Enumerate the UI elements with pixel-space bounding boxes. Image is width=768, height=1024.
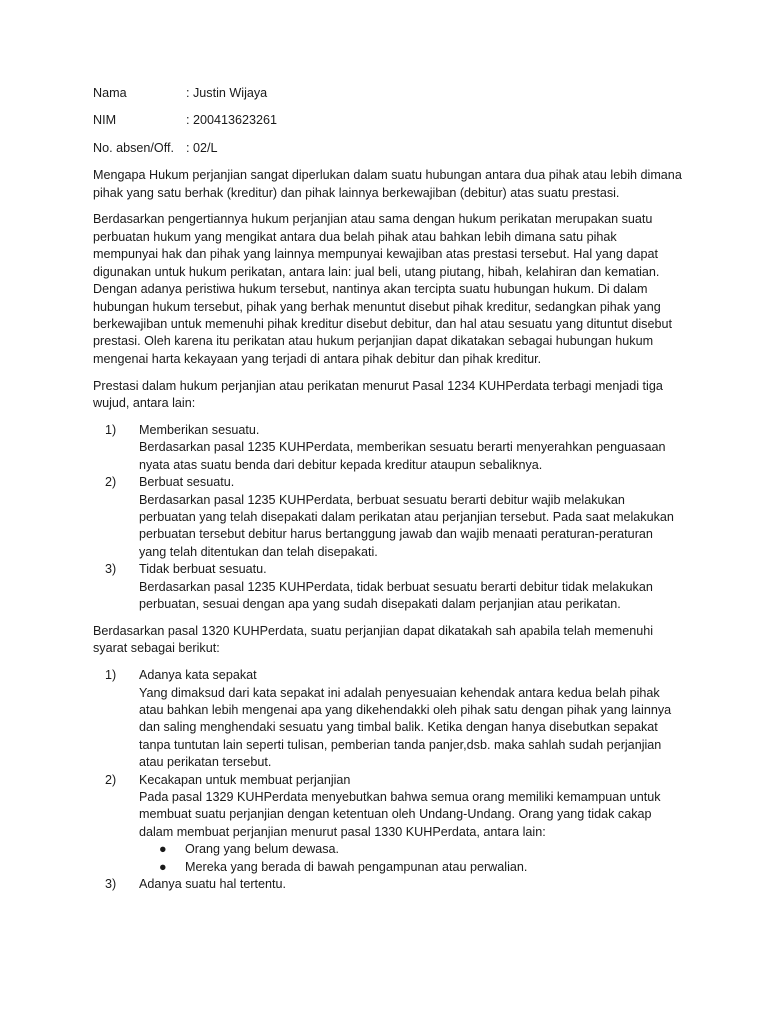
list-item [93, 561, 683, 613]
bullet-item [139, 841, 683, 858]
paragraph-definition: Berdasarkan pengertiannya hukum perjanjian atau sama dengan hukum perikatan merupakan suatu perbuatan hukum yang mengikat antara dua belah pihak atau bahkan lebih dimana satu pihak mempunyai hak dan pihak yang lainnya mempunyai kewajiban atas prestasi tersebut. Hal yang dapat digunakan untuk hukum perikatan, antara lain: jual beli, utang piutang, hibah, kelahiran dan kematian. Dengan adanya peristiwa hukum tersebut, nantinya akan tercipta suatu hubungan hukum. Di dalam hubungan hukum tersebut, pihak yang berhak menuntut disebut pihak kreditur, sedangkan pihak yang berkewajiban untuk memenuhi pihak kreditur disebut debitur, dan hal atau sesuatu yang dituntut disebut prestasi. Oleh karena itu perikatan atau hukum perjanjian dapat dikatakan sebagai hubungan hukum mengenai harta kekayaan yang terjadi di antara pihak debitur dan pihak kreditur. [93, 212, 672, 366]
list-number: 2) [105, 475, 117, 490]
list-number: 1) [105, 668, 117, 683]
paragraph-prestasi: Prestasi dalam hukum perjanjian atau perikatan menurut Pasal 1234 KUHPerdata terbagi menjadi tiga wujud, antara lain: [93, 378, 663, 411]
list-item [93, 876, 683, 893]
document-page [93, 85, 683, 903]
list-item-title: Adanya kata sepakat [139, 668, 257, 683]
prestasi-list [93, 422, 683, 613]
name-value: : Justin Wijaya [186, 86, 268, 100]
list-item [93, 667, 683, 771]
list-number: 2) [105, 772, 117, 787]
paragraph-syarat: Berdasarkan pasal 1320 KUHPerdata, suatu perjanjian dapat dikatakah sah apabila telah memenuhi syarat sebagai berikut: [93, 623, 654, 656]
bullet-item [139, 859, 683, 876]
list-number: 3) [105, 877, 117, 892]
absen-label: No. absen/Off. [93, 140, 174, 155]
name-label: Nama [93, 86, 127, 100]
list-item-title: Kecakapan untuk membuat perjanjian [139, 772, 351, 787]
list-item-desc: Berdasarkan pasal 1235 KUHPerdata, tidak berbuat sesuatu berarti debitur tidak melakukan perbuatan, sesuai dengan apa yang sudah disepakati dalam perjanjian atau perikatan. [139, 579, 653, 612]
bullet-icon: ● [159, 842, 167, 857]
absen-value: : 02/L [186, 140, 218, 155]
list-item-title: Berbuat sesuatu. [139, 475, 235, 490]
list-number: 3) [105, 562, 117, 577]
list-item [93, 422, 683, 474]
nim-label: NIM [93, 113, 117, 128]
list-item [93, 474, 683, 561]
nim-value: : 200413623261 [186, 113, 278, 128]
bullet-text: Orang yang belum dewasa. [185, 842, 340, 857]
name-row [93, 85, 683, 102]
list-item-desc: Yang dimaksud dari kata sepakat ini adalah penyesuaian kehendak antara kedua belah pihak atau bahkan lebih mengenai apa yang dikehendakki oleh pihak satu dengan pihak yang lainnya dan saling menghendaki sesuatu yang timbal balik. Ketika dengan hanya disebutkan sepakat tanpa tuntutan lain seperti tulisan, pemberian tanda panjer,dsb. maka sahlah sudah perjanjian atau perikatan tersebut. [139, 685, 672, 770]
list-item-title: Adanya suatu hal tertentu. [139, 877, 287, 892]
list-item [93, 772, 683, 876]
syarat-list [93, 667, 683, 893]
bullet-icon: ● [159, 859, 167, 874]
bullet-text: Mereka yang berada di bawah pengampunan atau perwalian. [185, 859, 528, 874]
list-item-desc: Berdasarkan pasal 1235 KUHPerdata, memberikan sesuatu berarti menyerahkan penguasaan nyata atas suatu benda dari debitur kepada kreditur ataupun sebaliknya. [139, 440, 666, 472]
list-item-desc: Pada pasal 1329 KUHPerdata menyebutkan bahwa semua orang memiliki kemampuan untuk membuat suatu perjanjian dengan ketentuan oleh Undang-Undang. Orang yang tidak cakap dalam membuat perjanjian menurut pasal 1330 KUHPerdata, antara lain: [139, 790, 661, 839]
list-item-title: Tidak berbuat sesuatu. [139, 562, 267, 577]
nim-row [93, 112, 683, 129]
bullet-list [139, 841, 683, 876]
list-item-desc: Berdasarkan pasal 1235 KUHPerdata, berbuat sesuatu berarti debitur wajib melakukan perbuatan yang telah disepakati dalam perikatan atau perjanjian tersebut. Pada saat melakukan perbuatan tersebut debitur harus bertanggung jawab dan wajib menaati peraturan-peraturan yang telah ditentukan dan telah disepakati. [139, 492, 674, 559]
list-number: 1) [105, 422, 117, 437]
absen-row [93, 140, 683, 157]
paragraph-intro: Mengapa Hukum perjanjian sangat diperlukan dalam suatu hubungan antara dua pihak atau lebih dimana pihak yang satu berhak (kreditur) dan pihak lainnya berkewajiban (debitur) atas suatu prestasi. [93, 168, 682, 200]
list-item-title: Memberikan sesuatu. [139, 422, 260, 437]
